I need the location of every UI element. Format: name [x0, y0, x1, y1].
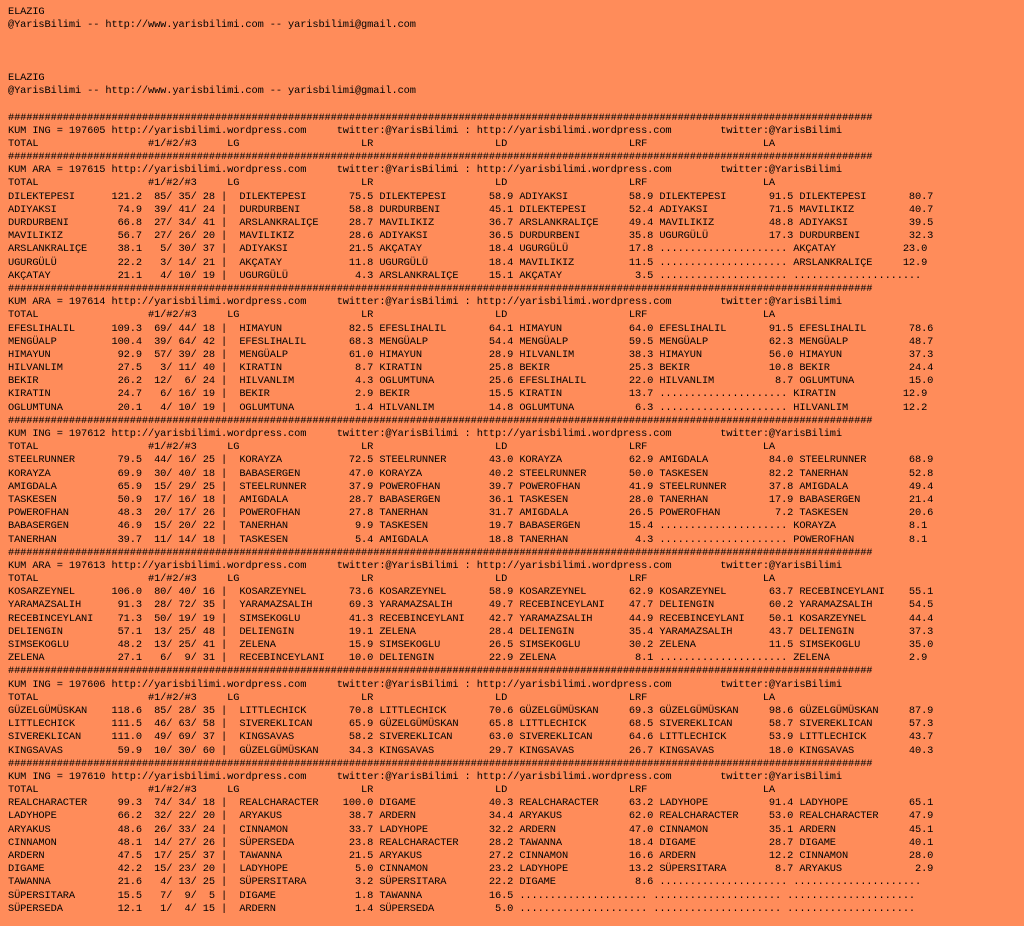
- text-line: DILEKTEPESI 121.2 85/ 35/ 28 | DILEKTEPESI 75.5 DILEKTEPESI 58.9 ADIYAKSI 58.9 DILEKTEPESI 91.5 DILEKTEPESI 80.7: [8, 190, 934, 203]
- text-line: TOTAL #1/#2/#3 LG LR LD LRF LA: [8, 177, 775, 190]
- text-line: KOSARZEYNEL 106.0 80/ 40/ 16 | KOSARZEYNEL 73.6 KOSARZEYNEL 58.9 KOSARZEYNEL 62.9 KOSARZEYNEL 63.7 RECEBINCEYLANI 55.1: [8, 586, 934, 599]
- text-line: ADIYAKSI 74.9 39/ 41/ 24 | DURDURBENI 58.8 DURDURBENI 45.1 DILEKTEPESI 52.4 ADIYAKSI 71.5 MAVILIKIZ 40.7: [8, 203, 934, 216]
- text-line: DURDURBENI 66.8 27/ 34/ 41 | ARSLANKRALIÇE 28.7 MAVILIKIZ 36.7 ARSLANKRALIÇE 49.4 MAVILIKIZ 48.8 ADIYAKSI 39.5: [8, 217, 934, 229]
- text-line: SIVEREKLICAN 111.0 49/ 69/ 37 | KINGSAVAS 58.2 SIVEREKLICAN 63.0 SIVEREKLICAN 64.6 LITTLECHICK 53.9 LITTLECHICK 43.7: [8, 731, 934, 744]
- text-line: HIMAYUN 92.9 57/ 39/ 28 | MENGÜALP 61.0 HIMAYUN 28.9 HILVANLIM 38.3 HIMAYUN 56.0 HIMAYUN 37.3: [8, 348, 934, 361]
- text-line: BEKIR 26.2 12/ 6/ 24 | HILVANLIM 4.3 OGLUMTUNA 25.6 EFESLIHALIL 22.0 HILVANLIM 8.7 OGLUMTUNA 15.0: [8, 375, 934, 388]
- text-line: TOTAL #1/#2/#3 LG LR LD LRF LA: [8, 573, 775, 586]
- text-line: SIMSEKOGLU 48.2 13/ 25/ 41 | ZELENA 15.9 SIMSEKOGLU 26.5 SIMSEKOGLU 30.2 ZELENA 11.5 SIMSEKOGLU 35.0: [8, 639, 934, 651]
- text-line: TOTAL #1/#2/#3 LG LR LD LRF LA: [8, 309, 775, 322]
- text-line: LITTLECHICK 111.5 46/ 63/ 58 | SIVEREKLICAN 65.9 GÜZELGÜMÜSKAN 65.8 LITTLECHICK 68.5 SIVEREKLICAN 58.7 SIVEREKLICAN 57.3: [8, 718, 934, 731]
- text-line: AMIGDALA 65.9 15/ 29/ 25 | STEELRUNNER 37.9 POWEROFHAN 39.7 POWEROFHAN 41.9 STEELRUNNER 37.8 AMIGDALA 49.4: [8, 480, 934, 493]
- text-line: KORAYZA 69.9 30/ 40/ 18 | BABASERGEN 47.0 KORAYZA 40.2 STEELRUNNER 50.0 TASKESEN 82.2 TANERHAN 52.8: [8, 467, 934, 480]
- text-line: DIGAME 42.2 15/ 23/ 20 | LADYHOPE 5.0 CINNAMON 23.2 LADYHOPE 13.2 SÜPERSITARA 8.7 ARYAKUS 2.9: [8, 863, 934, 876]
- text-line: ##############################################################################################################################################: [8, 757, 873, 770]
- text-line: KUM ARA = 197614 http://yarisbilimi.wordpress.com twitter:@YarisBilimi : http://yarisbilimi.wordpress.com twitter:@YarisBilimi: [8, 296, 842, 309]
- text-line: ##############################################################################################################################################: [8, 111, 873, 124]
- text-line: KUM ING = 197606 http://yarisbilimi.wordpress.com twitter:@YarisBilimi : http://yarisbilimi.wordpress.com twitter:@YarisBilimi: [8, 678, 842, 691]
- text-line: KIRATIN 24.7 6/ 16/ 19 | BEKIR 2.9 BEKIR 15.5 KIRATIN 13.7 ..................... KIRATIN 12.9: [8, 388, 928, 401]
- text-line: ARSLANKRALIÇE 38.1 5/ 30/ 37 | ADIYAKSI 21.5 AKÇATAY 18.4 UGURGÜLÜ 17.8 ..................... AKÇATAY 23.0: [8, 243, 928, 256]
- text-line: CINNAMON 48.1 14/ 27/ 26 | SÜPERSEDA 23.8 REALCHARACTER 28.2 TAWANNA 18.4 DIGAME 28.7 DIGAME 40.1: [8, 836, 934, 849]
- text-line: TOTAL #1/#2/#3 LG LR LD LRF LA: [8, 441, 775, 454]
- text-line: HILVANLIM 27.5 3/ 11/ 40 | KIRATIN 8.7 KIRATIN 25.8 BEKIR 25.3 BEKIR 10.8 BEKIR 24.4: [8, 362, 934, 375]
- text-line: KUM ING = 197612 http://yarisbilimi.wordpress.com twitter:@YarisBilimi : http://yarisbilimi.wordpress.com twitter:@YarisBilimi: [8, 428, 842, 440]
- text-line: ##############################################################################################################################################: [8, 414, 873, 427]
- text-line: STEELRUNNER 79.5 44/ 16/ 25 | KORAYZA 72.5 STEELRUNNER 43.0 KORAYZA 62.9 AMIGDALA 84.0 STEELRUNNER 68.9: [8, 454, 934, 467]
- text-line: [8, 46, 1024, 59]
- text-line: TOTAL #1/#2/#3 LG LR LD LRF LA: [8, 137, 775, 150]
- text-line: MAVILIKIZ 56.7 27/ 26/ 20 | MAVILIKIZ 28.6 ADIYAKSI 36.5 DURDURBENI 35.8 UGURGÜLÜ 17.3 DURDURBENI 32.3: [8, 230, 934, 243]
- text-line: ##############################################################################################################################################: [8, 151, 873, 164]
- text-line: ZELENA 27.1 6/ 9/ 31 | RECEBINCEYLANI 10.0 DELIENGIN 22.9 ZELENA 8.1 ..................... ZELENA 2.9: [8, 652, 928, 665]
- text-line: LADYHOPE 66.2 32/ 22/ 20 | ARYAKUS 38.7 ARDERN 34.4 ARYAKUS 62.0 REALCHARACTER 53.0 REALCHARACTER 47.9: [8, 810, 934, 823]
- text-line: YARAMAZSALIH 91.3 28/ 72/ 35 | YARAMAZSALIH 69.3 YARAMAZSALIH 49.7 RECEBINCEYLANI 47.7 DELIENGIN 60.2 YARAMAZSALIH 54.5: [8, 599, 934, 612]
- text-line: ELAZIG: [8, 71, 45, 84]
- text-line: [8, 59, 1024, 72]
- text-line: KINGSAVAS 59.9 10/ 30/ 60 | GÜZELGÜMÜSKAN 34.3 KINGSAVAS 29.7 KINGSAVAS 26.7 KINGSAVAS 18.0 KINGSAVAS 40.3: [8, 744, 934, 757]
- text-line: TAWANNA 21.6 4/ 13/ 25 | SÜPERSITARA 3.2 SÜPERSITARA 22.2 DIGAME 8.6 ..................... .....................: [8, 876, 922, 889]
- text-line: REALCHARACTER 99.3 74/ 34/ 18 | REALCHARACTER 100.0 DIGAME 40.3 REALCHARACTER 63.2 LADYHOPE 91.4 LADYHOPE 65.1: [8, 797, 934, 810]
- text-line: OGLUMTUNA 20.1 4/ 10/ 19 | OGLUMTUNA 1.4 HILVANLIM 14.8 OGLUMTUNA 6.3 ..................... HILVANLIM 12.2: [8, 401, 928, 414]
- text-line: @YarisBilimi -- http://www.yarisbilimi.com -- yarisbilimi@gmail.com: [8, 19, 416, 32]
- text-line: BABASERGEN 46.9 15/ 20/ 22 | TANERHAN 9.9 TASKESEN 19.7 BABASERGEN 15.4 ..................... KORAYZA 8.1: [8, 520, 928, 533]
- text-line: KUM ARA = 197613 http://yarisbilimi.wordpress.com twitter:@YarisBilimi : http://yarisbilimi.wordpress.com twitter:@YarisBilimi: [8, 559, 842, 572]
- text-line: UGURGÜLÜ 22.2 3/ 14/ 21 | AKÇATAY 11.8 UGURGÜLÜ 18.4 MAVILIKIZ 11.5 ..................... ARSLANKRALIÇE 12.9: [8, 256, 928, 269]
- text-line: [8, 32, 1024, 45]
- text-line: ##############################################################################################################################################: [8, 665, 873, 678]
- text-line: TASKESEN 50.9 17/ 16/ 18 | AMIGDALA 28.7 BABASERGEN 36.1 TASKESEN 28.0 TANERHAN 17.9 BABASERGEN 21.4: [8, 493, 934, 506]
- text-line: ARDERN 47.5 17/ 25/ 37 | TAWANNA 21.5 ARYAKUS 27.2 CINNAMON 16.6 ARDERN 12.2 CINNAMON 28.0: [8, 850, 934, 862]
- text-line: RECEBINCEYLANI 71.3 50/ 19/ 19 | SIMSEKOGLU 41.3 RECEBINCEYLANI 42.7 YARAMAZSALIH 44.9 RECEBINCEYLANI 50.1 KOSARZEYNEL 44.4: [8, 612, 934, 625]
- text-line: EFESLIHALIL 109.3 69/ 44/ 18 | HIMAYUN 82.5 EFESLIHALIL 64.1 HIMAYUN 64.0 EFESLIHALIL 91.5 EFESLIHALIL 78.6: [8, 322, 934, 335]
- text-line: SÜPERSITARA 15.5 7/ 9/ 5 | DIGAME 1.8 TAWANNA 16.5 ..................... ..................... .....................: [8, 889, 916, 902]
- text-line: KUM ARA = 197615 http://yarisbilimi.wordpress.com twitter:@YarisBilimi : http://yarisbilimi.wordpress.com twitter:@YarisBilimi: [8, 164, 842, 177]
- text-line: ##############################################################################################################################################: [8, 282, 873, 295]
- text-line: ARYAKUS 48.6 26/ 33/ 24 | CINNAMON 33.7 LADYHOPE 32.2 ARDERN 47.0 CINNAMON 35.1 ARDERN 45.1: [8, 823, 934, 836]
- text-line: SÜPERSEDA 12.1 1/ 4/ 15 | ARDERN 1.4 SÜPERSEDA 5.0 ..................... ..................... .....................: [8, 902, 916, 915]
- text-line: KUM ING = 197605 http://yarisbilimi.wordpress.com twitter:@YarisBilimi : http://yarisbilimi.wordpress.com twitter:@YarisBilimi: [8, 124, 842, 137]
- text-line: ELAZIG: [8, 6, 45, 18]
- text-line: TOTAL #1/#2/#3 LG LR LD LRF LA: [8, 691, 775, 704]
- text-line: POWEROFHAN 48.3 20/ 17/ 26 | POWEROFHAN 27.8 TANERHAN 31.7 AMIGDALA 26.5 POWEROFHAN 7.2 TASKESEN 20.6: [8, 507, 934, 520]
- text-line: GÜZELGÜMÜSKAN 118.6 85/ 28/ 35 | LITTLECHICK 70.8 LITTLECHICK 70.6 GÜZELGÜMÜSKAN 69.3 GÜZELGÜMÜSKAN 98.6 GÜZELGÜMÜSKAN 87.9: [8, 704, 934, 717]
- text-line: TOTAL #1/#2/#3 LG LR LD LRF LA: [8, 784, 775, 797]
- text-line: MENGÜALP 100.4 39/ 64/ 42 | EFESLIHALIL 68.3 MENGÜALP 54.4 MENGÜALP 59.5 MENGÜALP 62.3 MENGÜALP 48.7: [8, 335, 934, 348]
- text-line: @YarisBilimi -- http://www.yarisbilimi.com -- yarisbilimi@gmail.com: [8, 85, 416, 98]
- text-line: ##############################################################################################################################################: [8, 546, 873, 559]
- text-line: TANERHAN 39.7 11/ 14/ 18 | TASKESEN 5.4 AMIGDALA 18.8 TANERHAN 4.3 ..................... POWEROFHAN 8.1: [8, 533, 928, 546]
- text-line: DELIENGIN 57.1 13/ 25/ 48 | DELIENGIN 19.1 ZELENA 28.4 DELIENGIN 35.4 YARAMAZSALIH 43.7 DELIENGIN 37.3: [8, 625, 934, 638]
- text-line: [8, 98, 1024, 111]
- text-line: KUM ING = 197610 http://yarisbilimi.wordpress.com twitter:@YarisBilimi : http://yarisbilimi.wordpress.com twitter:@YarisBilimi: [8, 770, 842, 783]
- text-line: AKÇATAY 21.1 4/ 10/ 19 | UGURGÜLÜ 4.3 ARSLANKRALIÇE 15.1 AKÇATAY 3.5 ..................... .....................: [8, 269, 922, 282]
